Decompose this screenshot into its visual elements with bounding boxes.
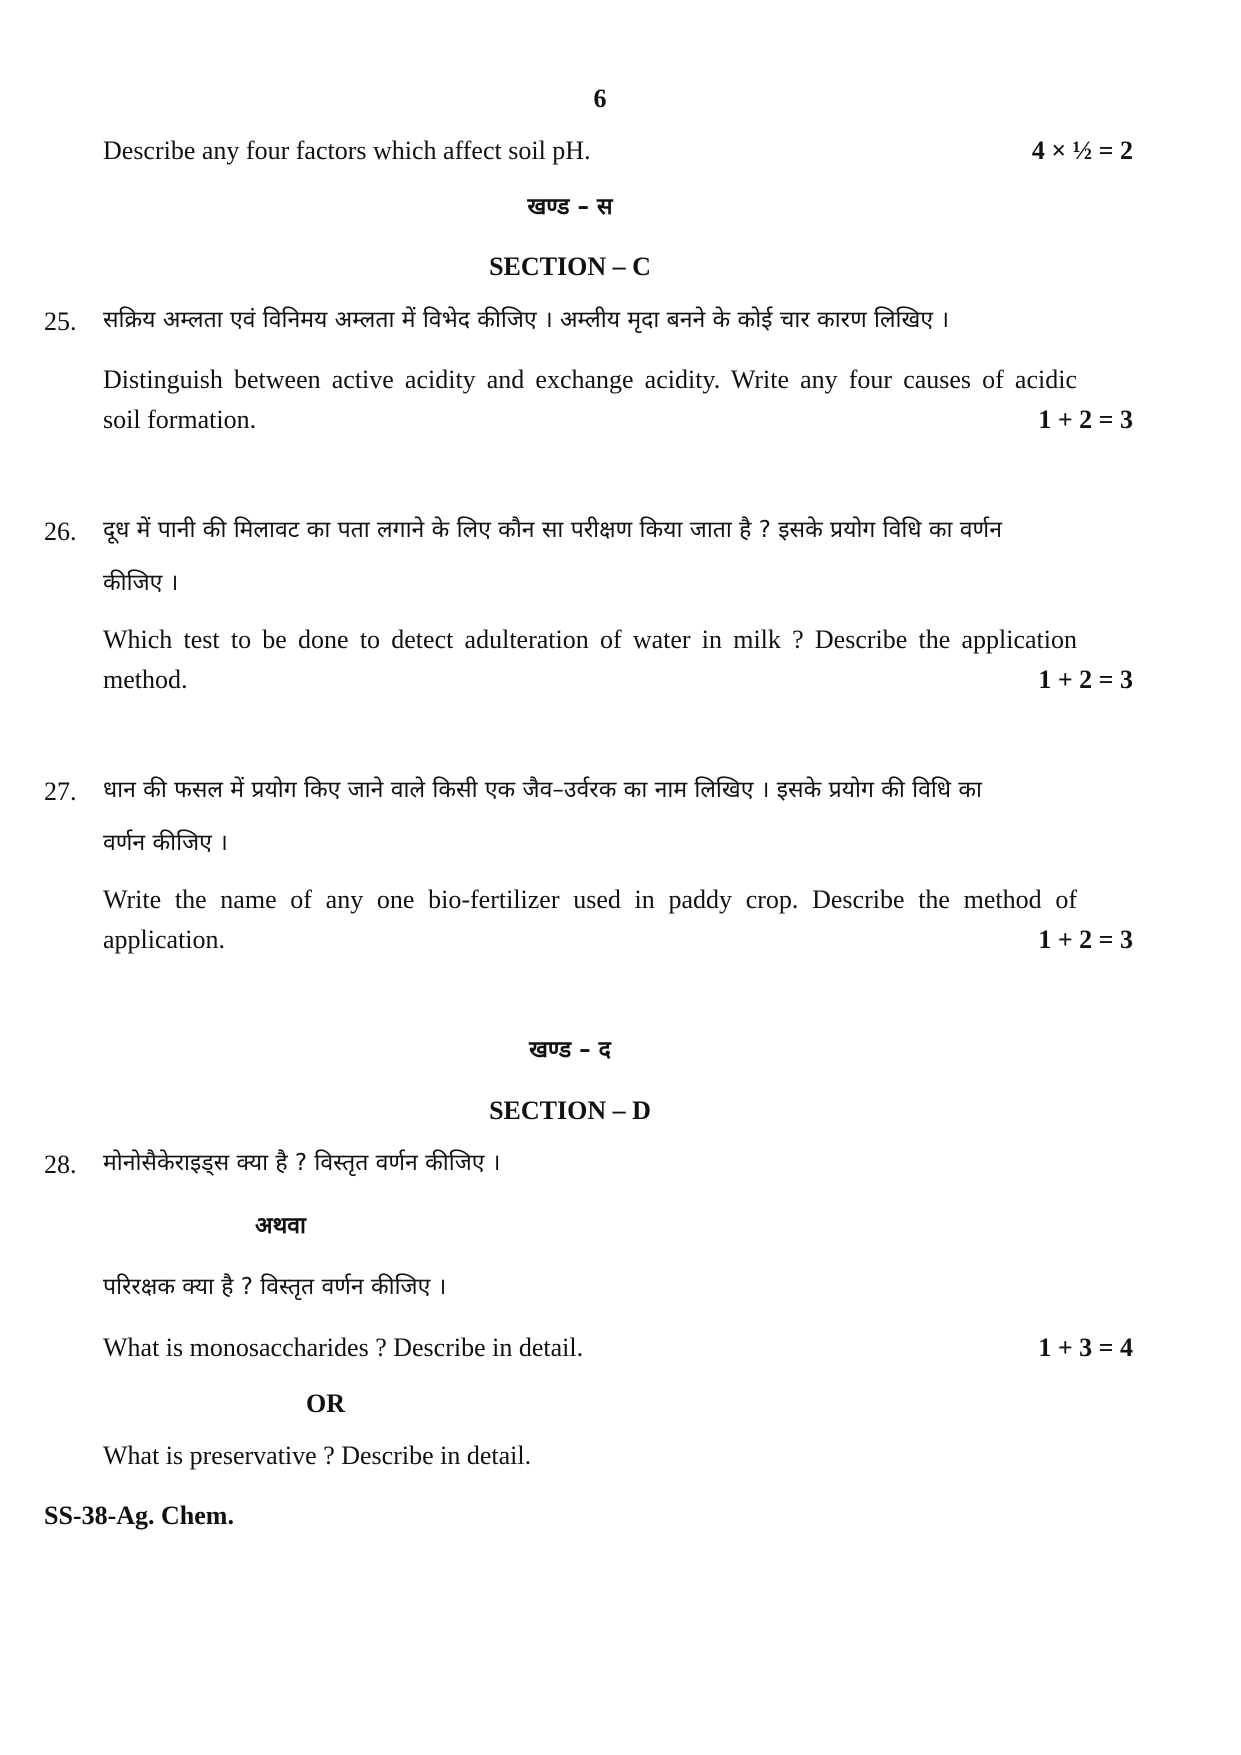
question-27-english-line2: application.: [103, 925, 226, 954]
question-25-number: 25.: [44, 307, 77, 336]
question-28-english-alt: What is preservative ? Describe in detail.: [103, 1441, 532, 1470]
question-28-english-or: OR: [306, 1389, 345, 1418]
question-26-english-line2: method.: [103, 665, 188, 694]
carryover-question-english: Describe any four factors which affect soil pH.: [103, 136, 591, 165]
section-c-heading: SECTION – C: [489, 252, 651, 281]
question-27-english-line1: Write the name of any one bio-fertilizer used in paddy crop. Describe the method of: [103, 885, 1077, 914]
question-28-hindi: मोनोसैकेराइड्स क्या है ? विस्तृत वर्णन कीजिए ।: [103, 1150, 501, 1176]
carryover-marks: 4 × ½ = 2: [1031, 136, 1133, 165]
question-27-marks: 1 + 2 = 3: [1038, 925, 1133, 954]
question-28-marks: 1 + 3 = 4: [1038, 1333, 1133, 1362]
paper-code-footer: SS-38-Ag. Chem.: [44, 1501, 234, 1530]
question-26-hindi-line1: दूध में पानी की मिलावट का पता लगाने के लिए कौन सा परीक्षण किया जाता है ? इसके प्रयोग विधि का वर्णन: [103, 517, 1002, 543]
question-26-number: 26.: [44, 517, 77, 546]
question-28-english: What is monosaccharides ? Describe in detail.: [103, 1333, 584, 1362]
question-25-marks: 1 + 2 = 3: [1038, 405, 1133, 434]
question-28-number: 28.: [44, 1150, 77, 1179]
question-26-hindi-line2: कीजिए ।: [103, 570, 179, 596]
question-26-english-line1: Which test to be done to detect adulteration of water in milk ? Describe the application: [103, 625, 1077, 654]
question-28-hindi-or: अथवा: [255, 1213, 307, 1239]
page-number: 6: [593, 84, 607, 113]
question-25-hindi: सक्रिय अम्लता एवं विनिमय अम्लता में विभेद कीजिए । अम्लीय मृदा बनने के कोई चार कारण लिखिए ।: [103, 307, 950, 333]
section-c-hindi-heading: खण्ड – स: [527, 194, 613, 220]
question-27-number: 27.: [44, 777, 77, 806]
question-25-english-line1: Distinguish between active acidity and exchange acidity. Write any four causes of acidic: [103, 365, 1077, 394]
question-28-hindi-alt: परिरक्षक क्या है ? विस्तृत वर्णन कीजिए ।: [103, 1274, 447, 1300]
question-25-english-line2: soil formation.: [103, 405, 257, 434]
section-d-hindi-heading: खण्ड – द: [529, 1037, 611, 1063]
question-26-marks: 1 + 2 = 3: [1038, 665, 1133, 694]
question-27-hindi-line1: धान की फसल में प्रयोग किए जाने वाले किसी एक जैव–उर्वरक का नाम लिखिए । इसके प्रयोग की विधि का: [103, 777, 982, 803]
section-d-heading: SECTION – D: [489, 1096, 651, 1125]
question-27-hindi-line2: वर्णन कीजिए ।: [103, 830, 228, 856]
